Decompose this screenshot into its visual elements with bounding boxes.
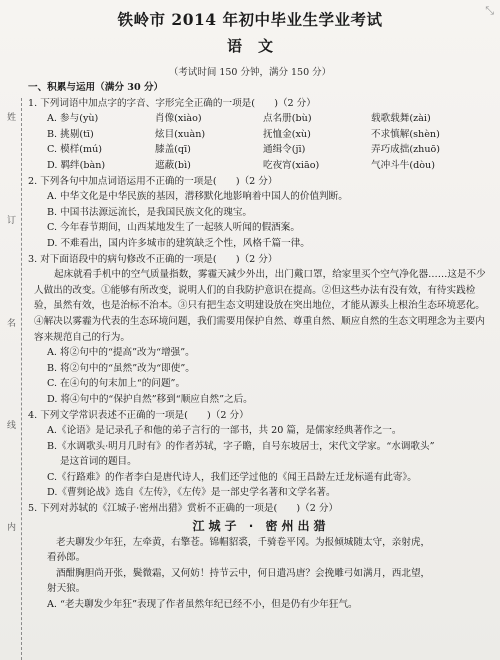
q1-option[interactable]: B. 挑剔(tī) — [47, 128, 94, 140]
q1-word: 弄巧成拙(zhuō) — [371, 144, 441, 156]
q1-option-row — [28, 142, 494, 158]
q1-word: 肖像(xiào) — [155, 113, 202, 125]
q1-word: 不求慎解(shèn) — [371, 128, 440, 140]
q1-word: 遮蔽(bì) — [155, 159, 191, 171]
q2-option-b[interactable]: B. 中国书法源远流长，是我国民族文化的瑰宝。 — [47, 206, 253, 218]
section-title: 一、积累与运用（满分 30 分） — [28, 82, 164, 93]
q1-word: 抚恤金(xù) — [263, 128, 311, 140]
q2-option-a[interactable]: A. 中华文化是中华民族的基因，潜移默化地影响着中国人的价值判断。 — [47, 191, 348, 203]
q2-option-c[interactable]: C. 今年春节期间，山西某地发生了一起骇人听闻的假酒案。 — [47, 222, 300, 234]
q2-stem: 2. 下列各句中加点词语运用不正确的一项是( )（2 分） — [28, 175, 278, 187]
q4-option-b-cont: 是这首词的题目。 — [60, 456, 137, 468]
q4-option-a[interactable]: A.《论语》是记录孔子和他的弟子言行的一部书，共 20 篇，是儒家经典著作之一。 — [47, 425, 402, 437]
q3-option-c[interactable]: C. 在④句的句末加上“的问题”。 — [47, 378, 186, 390]
q4-stem: 4. 下列文学常识表述不正确的一项是( )（2 分） — [28, 409, 249, 421]
poem-title: 江城子 · 密州出猎 — [192, 518, 330, 533]
q1-word: 点名册(bù) — [263, 113, 312, 125]
poem-line: 酒酣胸胆尚开张，鬓微霜，又何妨！持节云中，何日遣冯唐？会挽雕弓如满月，西北望， — [56, 567, 431, 579]
q4-option-d[interactable]: D.《曹刿论战》选自《左传》，《左传》是一部史学名著和文学名著。 — [47, 487, 336, 499]
q1-option[interactable]: A. 参与(yù) — [47, 113, 99, 125]
q1-option-row — [28, 111, 494, 127]
q1-word: 膝盖(qī) — [155, 144, 191, 156]
exam-title: 铁岭市 2014 年初中毕业生学业考试 — [117, 10, 383, 29]
q3-passage: 起床就看手机中的空气质量指数，雾霾天减少外出，出门戴口罩，给家里买个空气净化器……这是不少人做出的改变。①能够有所改变，说明人们的自我防护意识在提高。②但这些办法有没有效，有待实践检验，虽然有效，也是治标不治本。③只有把生态文明建设放在突出地位，才能从源头上根治生态环境恶化。④解决以雾霾为代表的生态环境问题，我们需要用保护自然、尊重自然、顺应自然的生态文明理念为主要内容来规范自己的行为。 — [34, 269, 486, 343]
q4-option-b[interactable]: B.《水调歌头·明月几时有》的作者苏轼，字子瞻，自号东坡居士，宋代文学家。“水调歌头” — [47, 440, 435, 452]
q3-option-a[interactable]: A. 将②句中的“提高”改为“增强”。 — [47, 347, 195, 359]
q1-option-row — [28, 158, 494, 174]
q1-word: 气冲斗牛(dòu) — [371, 159, 435, 171]
poem-line: 看孙郎。 — [47, 552, 86, 564]
q3-stem: 3. 对下面语段中的病句修改不正确的一项是( )（2 分） — [28, 253, 278, 265]
q3-option-d[interactable]: D. 将④句中的“保护自然”移到“顺应自然”之后。 — [47, 393, 253, 405]
q1-word: 载歌载舞(zài) — [371, 113, 431, 125]
poem-line: 老夫聊发少年狂，左牵黄，右擎苍。锦帽貂裘，千骑卷平冈。为报倾城随太守，亲射虎， — [56, 536, 431, 548]
q1-word: 吃夜宵(xiāo) — [263, 159, 320, 171]
margin-label-3: 名 — [5, 318, 15, 327]
binding-line — [21, 98, 22, 660]
poem-line: 射天狼。 — [47, 583, 86, 595]
q1-option-row — [28, 127, 494, 143]
q1-word: 通缉令(jī) — [263, 144, 306, 156]
question-content — [28, 80, 494, 613]
expand-icon[interactable]: ⤡ — [485, 4, 494, 17]
q1-stem: 1. 下列词语中加点字的字音、字形完全正确的一项是( )（2 分） — [28, 97, 316, 109]
margin-label-1: 姓 — [5, 112, 15, 121]
exam-subject: 语文 — [226, 37, 289, 55]
q5-option-a[interactable]: A. “老夫聊发少年狂”表现了作者虽然年纪已经不小，但是仍有少年狂气。 — [47, 599, 358, 611]
margin-label-5: 内 — [5, 522, 15, 531]
exam-info: （考试时间 150 分钟，满分 150 分） — [168, 67, 332, 78]
q3-option-b[interactable]: B. 将②句中的“虽然”改为“即使”。 — [47, 362, 195, 374]
q4-option-c[interactable]: C.《行路难》的作者李白是唐代诗人，我们还学过他的《闻王昌龄左迁龙标遥有此寄》。 — [47, 471, 417, 483]
q1-option[interactable]: C. 模样(mú) — [47, 144, 103, 156]
margin-label-2: 订 — [5, 215, 15, 224]
margin-label-4: 线 — [5, 420, 15, 429]
q5-stem: 5. 下列对苏轼的《江城子·密州出猎》赏析不正确的一项是( )（2 分） — [28, 503, 339, 515]
q1-option[interactable]: D. 羁绊(bàn) — [47, 159, 106, 171]
q1-word: 炫目(xuàn) — [155, 128, 206, 140]
q2-option-d[interactable]: D. 不难看出，国内许多城市的建筑缺乏个性，风格千篇一律。 — [47, 237, 310, 249]
